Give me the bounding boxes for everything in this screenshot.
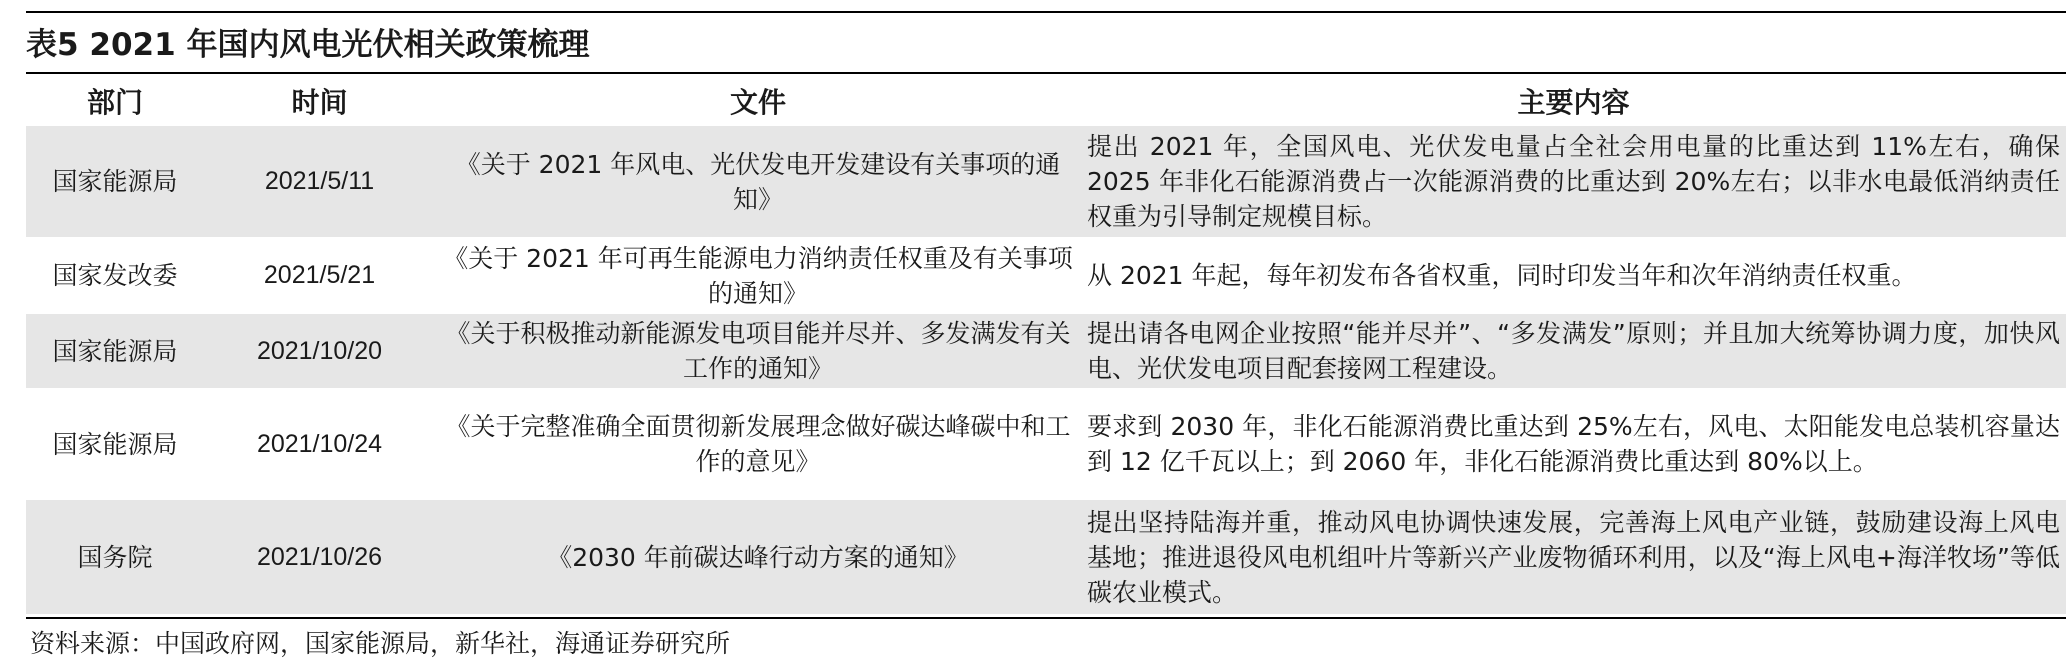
header-content: 主要内容 — [1517, 86, 1630, 119]
cell-date: 2021/10/24 — [256, 429, 383, 458]
cell-document: 《关于 2021 年可再生能源电力消纳责任权重及有关事项的通知》 — [443, 243, 1073, 308]
cell-dept: 国家能源局 — [26, 314, 204, 388]
cell-content: 从 2021 年起，每年初发布各省权重，同时印发当年和次年消纳责任权重。 — [1087, 261, 1917, 290]
table-title — [26, 22, 589, 68]
table-row — [26, 314, 2066, 388]
cell-document: 《关于积极推动新能源发电项目能并尽并、多发满发有关工作的通知》 — [435, 314, 1081, 388]
policy-table — [26, 76, 2066, 614]
cell-dept: 国家能源局 — [52, 429, 178, 459]
cell-document: 《2030 年前碳达峰行动方案的通知》 — [435, 500, 1081, 614]
table-row — [26, 237, 2066, 314]
bottom-rule — [26, 617, 2066, 619]
header-dept: 部门 — [86, 86, 143, 119]
cell-content: 要求到 2030 年，非化石能源消费比重达到 25%左右，风电、太阳能发电总装机容量达到 12 亿千瓦以上；到 2060 年，非化石能源消费比重达到 80%以上。 — [1087, 412, 2060, 476]
cell-dept: 国家发改委 — [52, 261, 178, 290]
cell-content: 提出请各电网企业按照“能并尽并”、“多发满发”原则；并且加大统筹协调力度，加快风电、光伏发电项目配套接网工程建设。 — [1081, 314, 2066, 388]
cell-document: 《关于完整准确全面贯彻新发展理念做好碳达峰碳中和工作的意见》 — [445, 412, 1071, 476]
table-number: 表5 — [26, 27, 79, 63]
top-rule — [26, 11, 2066, 13]
cell-dept: 国务院 — [26, 500, 204, 614]
cell-date: 2021/10/20 — [204, 314, 435, 388]
header-document: 文件 — [729, 86, 786, 119]
cell-document: 《关于 2021 年风电、光伏发电开发建设有关事项的通知》 — [435, 126, 1081, 237]
table-row — [26, 126, 2066, 237]
header-date: 时间 — [291, 86, 348, 119]
cell-date: 2021/10/26 — [204, 500, 435, 614]
table-row — [26, 500, 2066, 614]
header-row — [26, 76, 2066, 126]
table-title-text: 2021 年国内风电光伏相关政策梳理 — [89, 27, 590, 63]
cell-content: 提出坚持陆海并重，推动风电协调快速发展，完善海上风电产业链，鼓励建设海上风电基地；推进退役风电机组叶片等新兴产业废物循环利用，以及“海上风电+海洋牧场”等低碳农业模式。 — [1081, 500, 2066, 614]
title-rule — [26, 72, 2066, 74]
cell-date: 2021/5/21 — [263, 261, 376, 289]
cell-date: 2021/5/11 — [204, 126, 435, 237]
cell-content: 提出 2021 年，全国风电、光伏发电量占全社会用电量的比重达到 11%左右，确保 2025 年非化石能源消费占一次能源消费的比重达到 20%左右；以非水电最低消纳责任权重为引导制定规模目标。 — [1081, 126, 2066, 237]
cell-dept: 国家能源局 — [26, 126, 204, 237]
source-note: 资料来源：中国政府网，国家能源局，新华社，海通证券研究所 — [30, 629, 731, 658]
table-row — [26, 388, 2066, 500]
